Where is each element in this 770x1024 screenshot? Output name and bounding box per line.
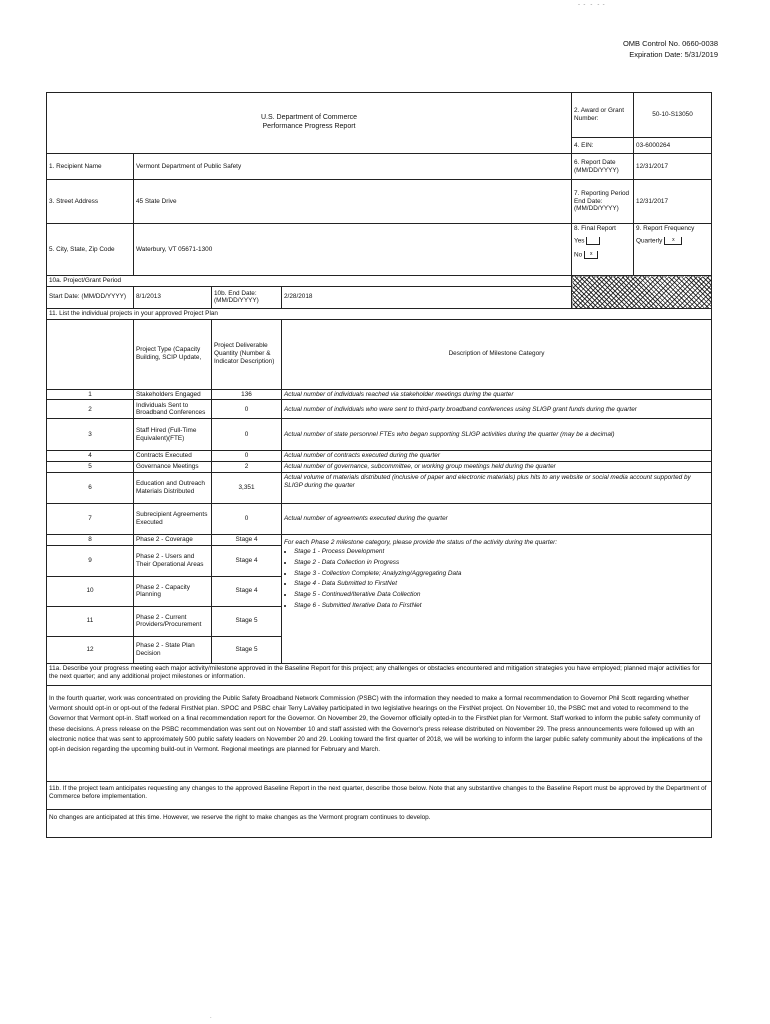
row-number: 9 — [47, 545, 134, 576]
ein-value[interactable]: 03-6000264 — [634, 138, 712, 154]
row-number: 12 — [47, 636, 134, 663]
project-type: Phase 2 - Coverage — [134, 535, 212, 546]
final-no-label: No — [574, 252, 583, 259]
department-name: U.S. Department of Commerce — [260, 114, 358, 122]
table-row — [47, 419, 712, 451]
period-end-label: 7. Reporting Period End Date: (MM/DD/YYYY) — [572, 180, 634, 224]
final-no-checkbox[interactable]: x — [584, 251, 598, 259]
anticipated-changes[interactable]: No changes are anticipated at this time. However, we reserve the right to make changes as the Vermont program continues to develop. — [47, 809, 712, 837]
report-date-label: 6. Report Date (MM/DD/YYYY) — [572, 154, 634, 180]
milestone-description-header: Description of Milestone Category — [282, 319, 712, 389]
omb-expiration-date: Expiration Date: 5/31/2019 — [629, 50, 718, 59]
deliverable-quantity[interactable]: 3,351 — [212, 473, 282, 504]
stage-item: • Stage 5 - Continued/Iterative Data Collection — [294, 591, 709, 599]
project-type: Phase 2 - State Plan Decision — [134, 636, 212, 663]
project-type: Subrecipient Agreements Executed — [134, 504, 212, 535]
deliverable-quantity[interactable]: Stage 4 — [212, 576, 282, 606]
row-number: 11 — [47, 606, 134, 636]
city-state-zip-value[interactable]: Waterbury, VT 05671-1300 — [134, 224, 572, 276]
end-date-value[interactable]: 2/28/2018 — [282, 286, 572, 308]
row-number: 5 — [47, 462, 134, 473]
end-date-label: 10b. End Date: (MM/DD/YYYY) — [212, 286, 282, 308]
recipient-name-label: 1. Recipient Name — [47, 154, 134, 180]
ein-label: 4. EIN: — [572, 138, 634, 154]
project-period-label: 10a. Project/Grant Period — [47, 276, 572, 287]
milestone-description: Actual number of individuals reached via stakeholder meetings during the quarter — [282, 389, 712, 400]
deliverable-quantity[interactable]: Stage 5 — [212, 636, 282, 663]
omb-control-number: OMB Control No. 0660-0038 — [622, 39, 718, 48]
project-type: Education and Outreach Materials Distributed — [134, 473, 212, 504]
final-report-cell — [572, 224, 634, 276]
deliverable-quantity[interactable]: Stage 5 — [212, 606, 282, 636]
phase2-stage-list — [284, 548, 709, 610]
deliverable-quantity[interactable]: Stage 4 — [212, 535, 282, 546]
stage-item: • Stage 3 - Collection Complete; Analyzing/Aggregating Data — [294, 570, 709, 578]
project-type: Stakeholders Engaged — [134, 389, 212, 400]
table-row — [47, 473, 712, 504]
row-number: 10 — [47, 576, 134, 606]
report-title: Performance Progress Report — [262, 123, 356, 130]
question-11a: 11a. Describe your progress meeting each major activity/milestone approved in the Baseline Report for this project; any challenges or obstacles encountered and mitigation strategies you have employed; planned major activities for the next quarter; and any additional project milestones or information. — [47, 663, 712, 685]
table-row — [47, 400, 712, 419]
award-number-label: 2. Award or Grant Number: — [572, 93, 634, 138]
report-frequency-cell — [634, 224, 712, 276]
street-address-label: 3. Street Address — [47, 180, 134, 224]
row-number: 4 — [47, 451, 134, 462]
row-number: 8 — [47, 535, 134, 546]
omb-info — [623, 38, 718, 60]
stage-item: • Stage 1 - Process Development — [294, 548, 709, 556]
report-frequency-label: 9. Report Frequency — [636, 225, 695, 232]
recipient-name-value[interactable]: Vermont Department of Public Safety — [134, 154, 572, 180]
report-frequency-value: Quarterly — [636, 237, 663, 245]
final-report-label: 8. Final Report — [574, 225, 616, 232]
row-number: 6 — [47, 473, 134, 504]
scan-mark: - - - - - — [578, 2, 605, 8]
milestone-description: Actual number of state personnel FTEs who began supporting SLIGP activities during the quarter (may be a decimal) — [282, 419, 712, 451]
row-number: 1 — [47, 389, 134, 400]
deliverable-quantity[interactable]: 0 — [212, 419, 282, 451]
phase2-status-cell — [282, 535, 712, 664]
milestone-description: Actual number of contracts executed during the quarter — [282, 451, 712, 462]
table-row — [47, 535, 712, 546]
final-yes-label: Yes — [574, 237, 585, 245]
milestone-description: Actual number of governance, subcommittee, or working group meetings held during the quarter — [282, 462, 712, 473]
project-type: Phase 2 - Current Providers/Procurement — [134, 606, 212, 636]
stage-item: • Stage 2 - Data Collection in Progress — [294, 559, 709, 567]
table-row — [47, 504, 712, 535]
project-number-header — [47, 319, 134, 389]
project-type: Phase 2 - Users and Their Operational Areas — [134, 545, 212, 576]
row-number: 7 — [47, 504, 134, 535]
final-yes-checkbox[interactable] — [586, 237, 600, 245]
project-type-header: Project Type (Capacity Building, SCIP Update, — [134, 319, 212, 389]
shaded-area — [572, 276, 712, 309]
project-type: Governance Meetings — [134, 462, 212, 473]
scan-mark: . — [210, 1014, 212, 1020]
table-row — [47, 451, 712, 462]
project-type: Individuals Sent to Broadband Conferences — [134, 400, 212, 419]
award-number-value[interactable]: 50-10-S13050 — [634, 93, 712, 138]
deliverable-quantity[interactable]: 136 — [212, 389, 282, 400]
start-date-label: Start Date: (MM/DD/YYYY) — [47, 286, 134, 308]
city-state-zip-label: 5. City, State, Zip Code — [47, 224, 134, 276]
form-title-cell — [47, 93, 572, 154]
project-type: Phase 2 - Capacity Planning — [134, 576, 212, 606]
deliverable-quantity-header: Project Deliverable Quantity (Number & Indicator Description) — [212, 319, 282, 389]
row-number: 2 — [47, 400, 134, 419]
question-11b: 11b. If the project team anticipates requesting any changes to the approved Baseline Report in the next quarter, describe those below. Note that any substantive changes to the Baseline Report must be approved by the Department of Commerce before implementation. — [47, 781, 712, 809]
row-number: 3 — [47, 419, 134, 451]
milestone-description: Actual volume of materials distributed (inclusive of paper and electronic materials) plus hits to any website or social media account supported by SLIGP during the quarter — [282, 473, 712, 504]
table-row — [47, 462, 712, 473]
deliverable-quantity[interactable]: 0 — [212, 451, 282, 462]
performance-progress-report-form — [46, 92, 712, 838]
milestone-description: Actual number of individuals who were sent to third-party broadband conferences using SLIGP grant funds during the quarter — [282, 400, 712, 419]
table-row — [47, 389, 712, 400]
milestone-description: Actual number of agreements executed during the quarter — [282, 504, 712, 535]
project-type: Contracts Executed — [134, 451, 212, 462]
deliverable-quantity[interactable]: 0 — [212, 400, 282, 419]
start-date-value[interactable]: 8/1/2013 — [134, 286, 212, 308]
project-type: Staff Hired (Full-Time Equivalent)(FTE) — [134, 419, 212, 451]
stage-item: • Stage 6 - Submitted Iterative Data to FirstNet — [294, 602, 709, 610]
period-end-value[interactable]: 12/31/2017 — [634, 180, 712, 224]
progress-narrative[interactable]: In the fourth quarter, work was concentrated on providing the Public Safety Broadband Network Commission (PSBC) with the information they needed to make a formal recommendation to Governor Phil Scott regarding whether Vermont should opt-in or opt-out of the federal FirstNet plan. SPOC and PSBC chair Terry LaValley participated in two legislative hearings on the FirstNet project. On November 10, the PSBC met and voted to recommend to the Governor that Vermont opt-in. Staff worked on a final recommendation report for the Governor. On November 29, the Governor officially opted-in to the FirstNet plan for Vermont. Staff worked to inform the public safety community of these decisions. A press release on the PSBC recommendation was sent out on November 10 and staff assisted with the Governor's press release distributed on November 29. The press announcements were followed up with an electronic notice that was sent to approximately 500 public safety leaders on November 20 and 29. Looking toward the first quarter of 2018, we will be working to inform the larger public safety community about the implications of the opt-in decision regarding the upcoming build-out in Vermont. Regional meetings are planned for February and March. — [47, 685, 712, 781]
deliverable-quantity[interactable]: 0 — [212, 504, 282, 535]
report-frequency-checkbox[interactable]: x — [664, 237, 682, 245]
street-address-value[interactable]: 45 State Drive — [134, 180, 572, 224]
deliverable-quantity[interactable]: Stage 4 — [212, 545, 282, 576]
report-date-value[interactable]: 12/31/2017 — [634, 154, 712, 180]
phase2-intro: For each Phase 2 milestone category, please provide the status of the activity during the quarter: — [284, 539, 558, 547]
projects-list-label: 11. List the individual projects in your approved Project Plan — [47, 308, 712, 319]
stage-item: • Stage 4 - Data Submitted to FirstNet — [294, 580, 709, 588]
deliverable-quantity[interactable]: 2 — [212, 462, 282, 473]
